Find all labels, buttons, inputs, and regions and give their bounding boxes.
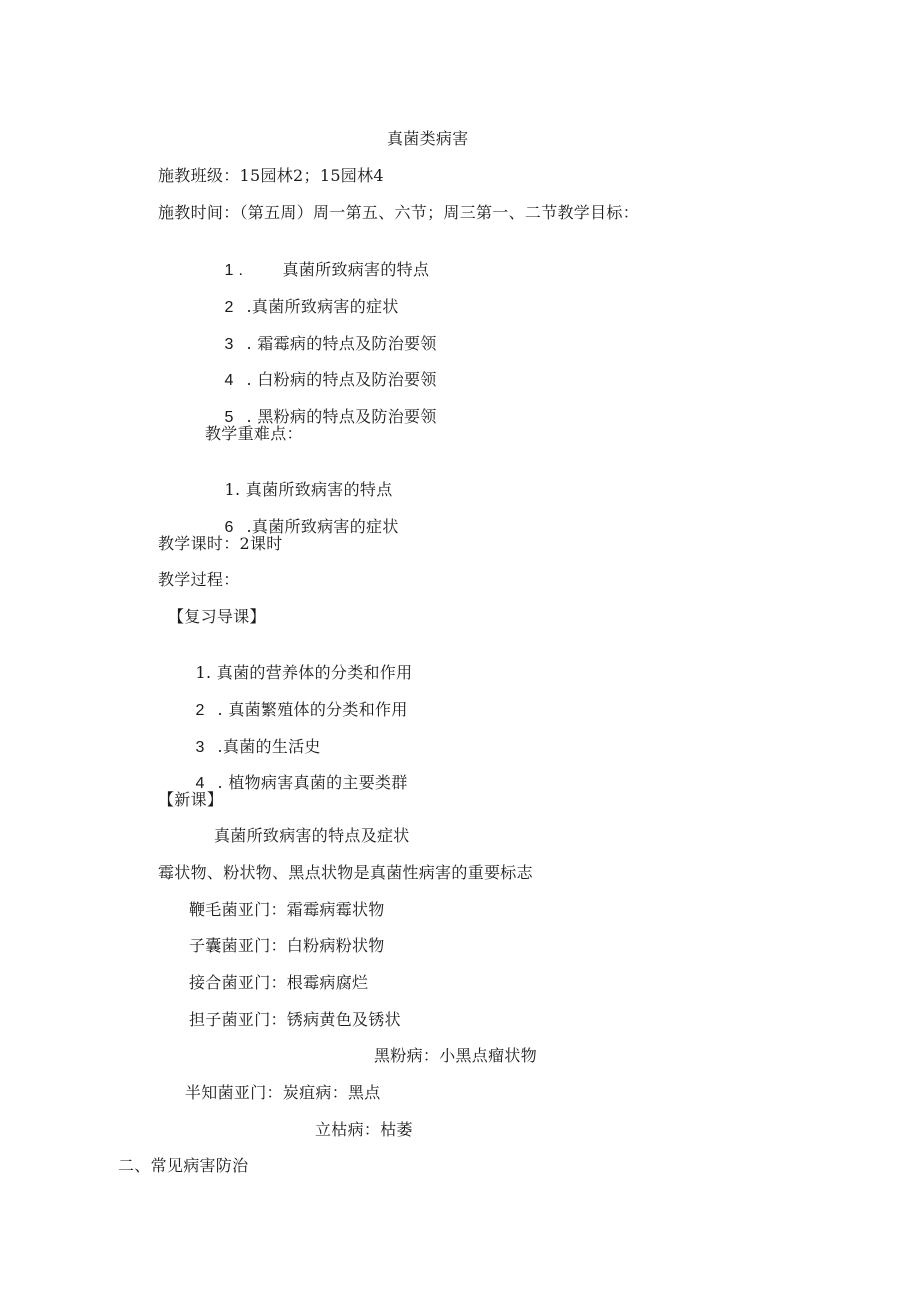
deuteromycota-item: 半知菌亚门：炭疽病：黑点 — [185, 1083, 381, 1102]
review-text: 1. 真菌的营养体的分类和作用 — [195, 663, 413, 682]
new-lesson-heading: 真菌所致病害的特点及症状 — [214, 826, 410, 845]
key-points-label: 教学重难点： — [205, 424, 303, 443]
objective-text: 真菌所致病害的特点 — [282, 260, 430, 279]
review-text: .真菌的生活史 — [217, 737, 321, 756]
objective-text: . 霜霉病的特点及防治要领 — [246, 334, 437, 353]
damping-off-item: 立枯病：枯萎 — [315, 1120, 413, 1139]
objective-number: 2 — [224, 299, 234, 316]
process-label: 教学过程： — [158, 570, 240, 589]
fungus-item: 担子菌亚门：锈病黄色及锈状 — [189, 1010, 401, 1029]
section-two-heading: 二、常见病害防治 — [118, 1156, 249, 1175]
fungal-sign-text: 霉状物、粉状物、黑点状物是真菌性病害的重要标志 — [158, 863, 533, 882]
key-point-number: 6 — [224, 519, 234, 536]
objective-text: .真菌所致病害的症状 — [246, 297, 399, 316]
time-info: 施教时间：（第五周）周一第五、六节；周三第一、二节教学目标： — [158, 203, 640, 222]
black-smut-item: 黑粉病：小黑点瘤状物 — [374, 1046, 538, 1065]
class-hours: 教学课时：2课时 — [158, 534, 283, 553]
objective-text: . 黑粉病的特点及防治要领 — [246, 407, 437, 426]
objective-number: 3 — [224, 336, 234, 353]
class-info: 施教班级：15园林2；15园林4 — [158, 166, 384, 185]
fungus-item: 子囊菌亚门：白粉病粉状物 — [189, 936, 385, 955]
review-number: 2 — [195, 702, 205, 719]
review-text: . 真菌繁殖体的分类和作用 — [217, 700, 408, 719]
review-label: 【复习导课】 — [168, 607, 266, 626]
new-lesson-label: 【新课】 — [158, 790, 224, 809]
objective-text: . 白粉病的特点及防治要领 — [246, 370, 437, 389]
review-text: . 植物病害真菌的主要类群 — [217, 773, 408, 792]
document-title: 真菌类病害 — [387, 129, 469, 148]
fungus-item: 接合菌亚门：根霉病腐烂 — [189, 973, 369, 992]
key-point-text: .真菌所致病害的症状 — [246, 517, 399, 536]
objective-number: 5 — [224, 409, 234, 426]
objective-number: 1 . — [224, 262, 244, 279]
fungus-item: 鞭毛菌亚门：霜霉病霉状物 — [189, 900, 385, 919]
objective-number: 4 — [224, 372, 234, 389]
review-number: 4 — [195, 775, 205, 792]
key-point-text: 1. 真菌所致病害的特点 — [224, 480, 393, 499]
review-number: 3 — [195, 739, 205, 756]
